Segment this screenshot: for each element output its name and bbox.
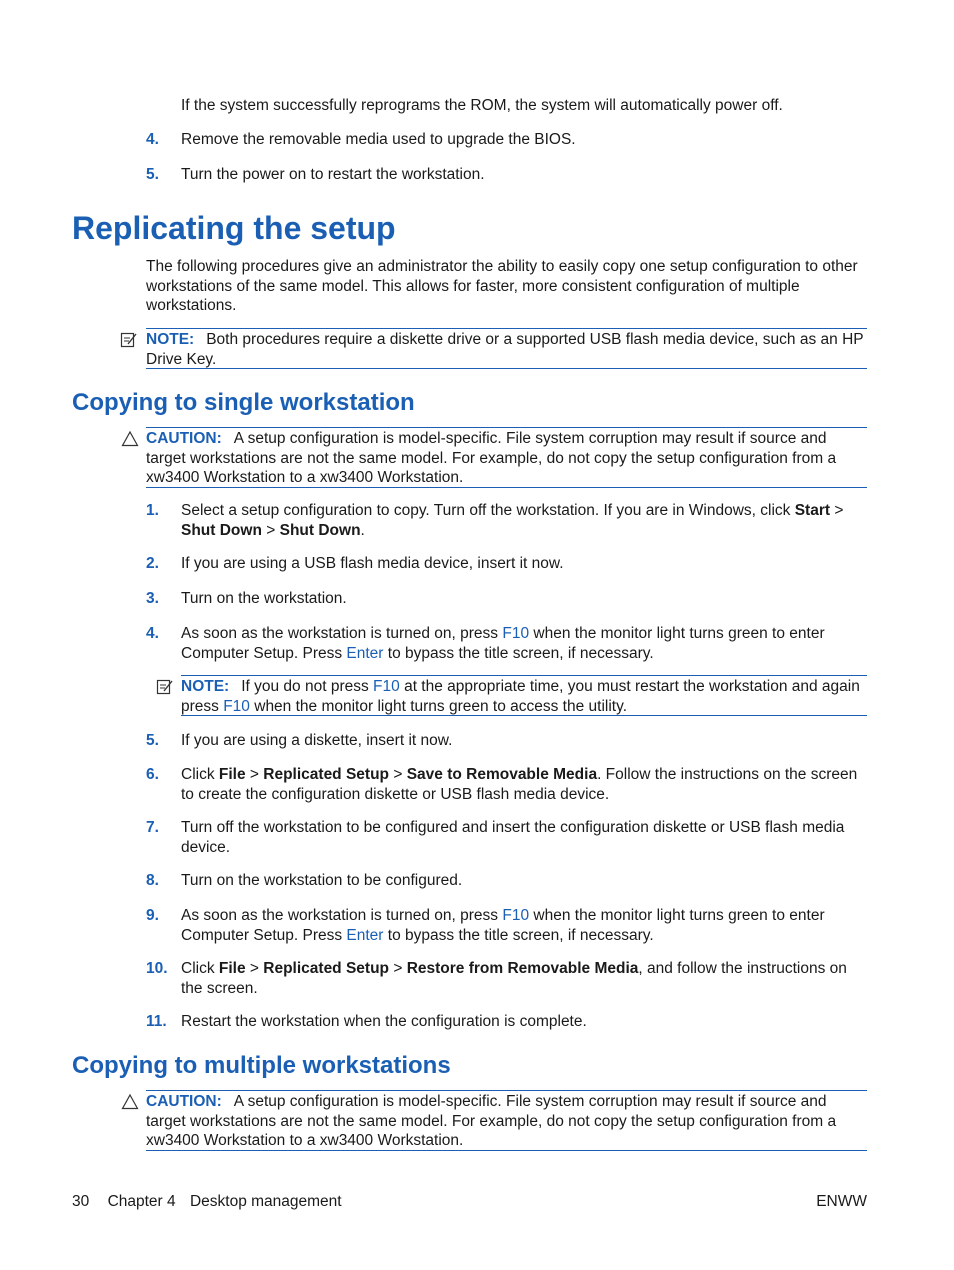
note-text: Both procedures require a diskette drive or a supported USB flash media device, such as an HP Drive Key. xyxy=(146,331,864,368)
note-icon xyxy=(120,331,138,349)
note-box xyxy=(146,328,867,369)
key-f10: F10 xyxy=(502,625,530,642)
section-intro-text: The following procedures give an administrator the ability to easily copy one setup configuration to other workstations of the same model. This allows for faster, more consistent configuration of multiple workstations. xyxy=(146,258,858,314)
footer-right-label: ENWW xyxy=(816,1193,867,1210)
caution-label: CAUTION: xyxy=(146,430,222,447)
step-number: 4. xyxy=(146,625,159,642)
step-number: 11. xyxy=(146,1013,167,1030)
note-label: NOTE: xyxy=(181,678,230,695)
caution-box xyxy=(146,427,867,488)
step-number: 5. xyxy=(146,732,159,749)
step-text: Turn off the workstation to be configured and insert the configuration diskette or USB flash media device. xyxy=(181,819,845,856)
step-number: 4. xyxy=(146,131,159,148)
key-enter: Enter xyxy=(346,926,384,944)
reprogram-text: If the system successfully reprograms the ROM, the system will automatically power off. xyxy=(181,97,783,114)
page-footer-left xyxy=(72,1192,342,1212)
step-number: 1. xyxy=(146,502,159,519)
step-number: 8. xyxy=(146,872,159,889)
step-text: Turn on the workstation. xyxy=(181,590,347,607)
note-box: NOTE: If you do not press F10 at the appropriate time, you must restart the workstation and again press F10 when the monitor light turns green to access the utility. xyxy=(181,675,867,716)
key-enter: Enter xyxy=(346,644,384,662)
caution-text: A setup configuration is model-specific. File system corruption may result if source and target workstations are not the same model. For example, do not copy the setup configuration from a xw3400 Workstation to a xw3400 Workstation. xyxy=(146,430,837,486)
step-number: 3. xyxy=(146,590,159,607)
caution-box xyxy=(146,1090,867,1151)
page-number: 30 xyxy=(72,1193,90,1210)
step-number: 9. xyxy=(146,907,159,924)
step-text: Restart the workstation when the configuration is complete. xyxy=(181,1013,587,1030)
caution-icon xyxy=(121,1093,139,1111)
key-f10: F10 xyxy=(373,678,400,695)
step-text: Remove the removable media used to upgrade the BIOS. xyxy=(181,131,576,148)
caution-icon xyxy=(121,430,139,448)
step-text: Turn the power on to restart the workstation. xyxy=(181,166,485,183)
step-text: As soon as the workstation is turned on, press F10 when the monitor light turns green to enter Computer Setup. Press Enter to bypass the title screen, if necessary. xyxy=(181,907,825,944)
step-text: If you are using a diskette, insert it now. xyxy=(181,732,453,749)
section-heading-multiple: Copying to multiple workstations xyxy=(72,1052,451,1079)
step-text: Turn on the workstation to be configured. xyxy=(181,872,463,889)
step-text: If you are using a USB flash media device, insert it now. xyxy=(181,555,564,572)
step-number: 10. xyxy=(146,960,168,977)
step-text: As soon as the workstation is turned on, press F10 when the monitor light turns green to enter Computer Setup. Press Enter to bypass the title screen, if necessary. xyxy=(181,625,825,662)
step-number: 7. xyxy=(146,819,159,836)
step-text: Click File > Replicated Setup > Restore from Removable Media, and follow the instructions on the screen. xyxy=(181,960,847,997)
note-icon xyxy=(156,678,174,696)
chapter-title: Desktop management xyxy=(189,1193,342,1210)
step-text: Select a setup configuration to copy. Turn off the workstation. If you are in Windows, click Start > Shut Down > Shut Down. xyxy=(181,502,844,539)
step-number: 2. xyxy=(146,555,159,572)
step-number: 5. xyxy=(146,166,159,183)
step-text: Click File > Replicated Setup > Save to Removable Media. Follow the instructions on the screen to create the configuration diskette or USB flash media device. xyxy=(181,766,858,803)
key-f10: F10 xyxy=(502,907,530,924)
chapter-number: Chapter 4 xyxy=(107,1193,176,1210)
caution-label: CAUTION: xyxy=(146,1093,222,1110)
note-label: NOTE: xyxy=(146,331,195,348)
caution-text: A setup configuration is model-specific. File system corruption may result if source and target workstations are not the same model. For example, do not copy the setup configuration from a xw3400 Workstation to a xw3400 Workstation. xyxy=(146,1093,837,1149)
section-heading-single: Copying to single workstation xyxy=(72,389,415,416)
key-f10: F10 xyxy=(223,697,250,715)
page-title: Replicating the setup xyxy=(72,210,396,246)
step-number: 6. xyxy=(146,766,159,783)
